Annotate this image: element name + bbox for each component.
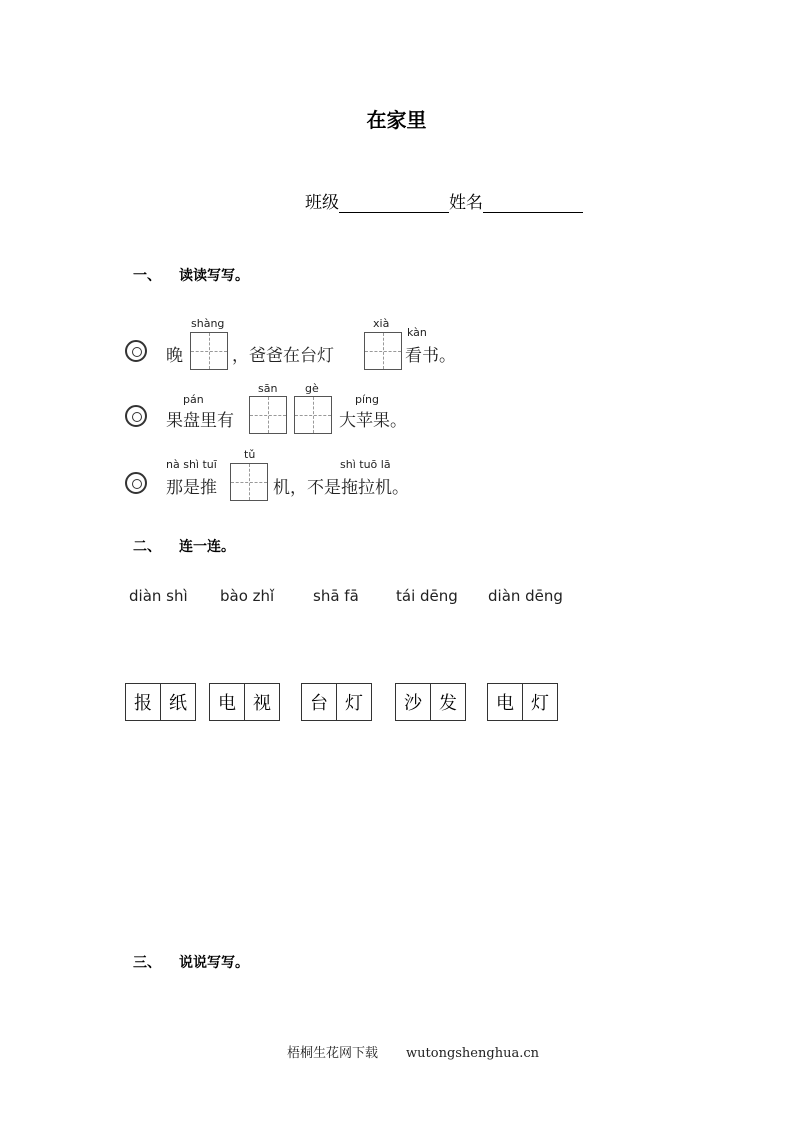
answer-box[interactable] xyxy=(294,396,332,434)
section-label: 读读写写。 xyxy=(179,268,249,284)
answer-box[interactable] xyxy=(364,332,402,370)
word-char: 纸 xyxy=(160,684,195,720)
footer-site-url: wutongshenghua.cn xyxy=(406,1046,539,1061)
flower-icon xyxy=(125,405,147,427)
pinyin-hint: gè xyxy=(305,382,319,395)
sentence-text: 机，不是拖拉机。 xyxy=(273,478,409,498)
sentence-text: 看书。 xyxy=(405,346,456,366)
pinyin-hint: sān xyxy=(258,382,278,395)
pinyin-hint: nà shì tuī xyxy=(166,458,217,471)
section-label: 连一连。 xyxy=(179,539,235,555)
sentence-text: 那是推 xyxy=(166,478,217,498)
footer-site-name: 梧桐生花网下载 xyxy=(287,1046,379,1061)
section-label: 说说写写。 xyxy=(179,955,249,971)
flower-icon xyxy=(125,340,147,362)
word-char: 灯 xyxy=(336,684,371,720)
name-blank xyxy=(483,194,583,213)
student-info xyxy=(305,188,583,213)
pinyin-hint: pán xyxy=(183,393,204,406)
word-card[interactable] xyxy=(125,683,196,721)
pinyin-option[interactable]: shā fā xyxy=(313,587,359,605)
class-label: 班级 xyxy=(305,193,339,213)
section-number: 三、 xyxy=(133,955,161,971)
answer-box[interactable] xyxy=(230,463,268,501)
flower-icon xyxy=(125,472,147,494)
word-card[interactable] xyxy=(209,683,280,721)
word-char: 视 xyxy=(244,684,279,720)
pinyin-option[interactable]: tái dēng xyxy=(396,587,458,605)
pinyin-option[interactable]: diàn dēng xyxy=(488,587,563,605)
answer-box[interactable] xyxy=(190,332,228,370)
pinyin-option[interactable]: diàn shì xyxy=(129,587,188,605)
sentence-text: 晚 xyxy=(166,346,183,366)
answer-box[interactable] xyxy=(249,396,287,434)
pinyin-hint: xià xyxy=(373,317,390,330)
section-number: 一、 xyxy=(133,268,161,284)
word-char: 电 xyxy=(496,693,514,714)
name-label: 姓名 xyxy=(449,193,483,213)
page-title: 在家里 xyxy=(366,108,427,132)
section-1-heading xyxy=(133,265,249,285)
word-char: 电 xyxy=(218,693,236,714)
word-char: 灯 xyxy=(522,684,557,720)
pinyin-hint: shàng xyxy=(191,317,225,330)
section-3-heading xyxy=(133,952,249,972)
footer xyxy=(287,1042,539,1061)
word-card[interactable] xyxy=(301,683,372,721)
pinyin-hint: shì tuō lā xyxy=(340,458,391,471)
section-2-heading xyxy=(133,536,235,556)
sentence-text: 大苹果。 xyxy=(339,411,407,431)
word-char: 沙 xyxy=(404,693,422,714)
pinyin-hint: tǔ xyxy=(244,448,256,461)
pinyin-hint: kàn xyxy=(407,326,427,339)
section-number: 二、 xyxy=(133,539,161,555)
word-card[interactable] xyxy=(395,683,466,721)
word-char: 发 xyxy=(430,684,465,720)
word-card[interactable] xyxy=(487,683,558,721)
word-char: 台 xyxy=(310,693,328,714)
word-char: 报 xyxy=(134,693,152,714)
sentence-text: 果盘里有 xyxy=(166,411,234,431)
pinyin-option[interactable]: bào zhǐ xyxy=(220,587,275,605)
pinyin-hint: píng xyxy=(355,393,379,406)
sentence-text: ，爸爸在台灯 xyxy=(232,346,334,366)
class-blank xyxy=(339,194,449,213)
